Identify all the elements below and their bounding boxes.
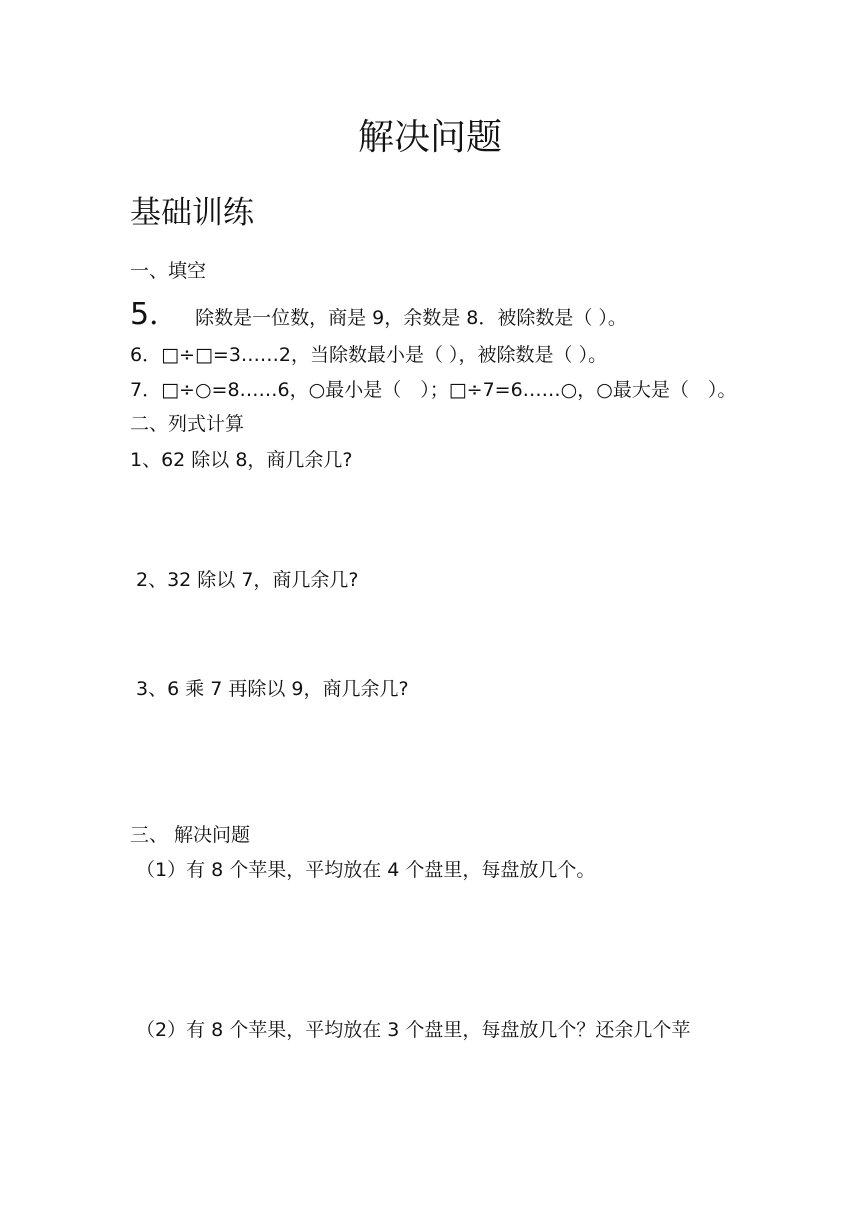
section-title: 基础训练: [130, 195, 254, 231]
part3-heading: 三、 解决问题: [130, 824, 251, 846]
word-problem-2: （2）有 8 个苹果，平均放在 3 个盘里，每盘放几个？还余几个苹: [136, 1019, 691, 1041]
question-5: [130, 297, 627, 332]
question-5-text: 除数是一位数，商是 9，余数是 8．被除数是（ ）。: [195, 307, 627, 329]
word-problem-1: （1）有 8 个苹果，平均放在 4 个盘里，每盘放几个。: [136, 859, 596, 881]
part2-heading: 二、列式计算: [130, 413, 245, 435]
question-6: 6．□÷□=3……2，当除数最小是（ ），被除数是（ ）。: [130, 344, 608, 366]
document-title: 解决问题: [357, 117, 502, 158]
calc-question-2: 2、32 除以 7，商几余几?: [136, 569, 359, 591]
part1-heading: 一、填空: [130, 260, 207, 282]
question-7: 7．□÷○=8……6，○最小是（ ）；□÷7=6……○，○最大是（ ）。: [130, 379, 737, 401]
question-5-number: 5．: [130, 297, 180, 332]
calc-question-3: 3、6 乘 7 再除以 9，商几余几?: [136, 678, 409, 700]
calc-question-1: 1、62 除以 8，商几余几?: [130, 449, 353, 471]
